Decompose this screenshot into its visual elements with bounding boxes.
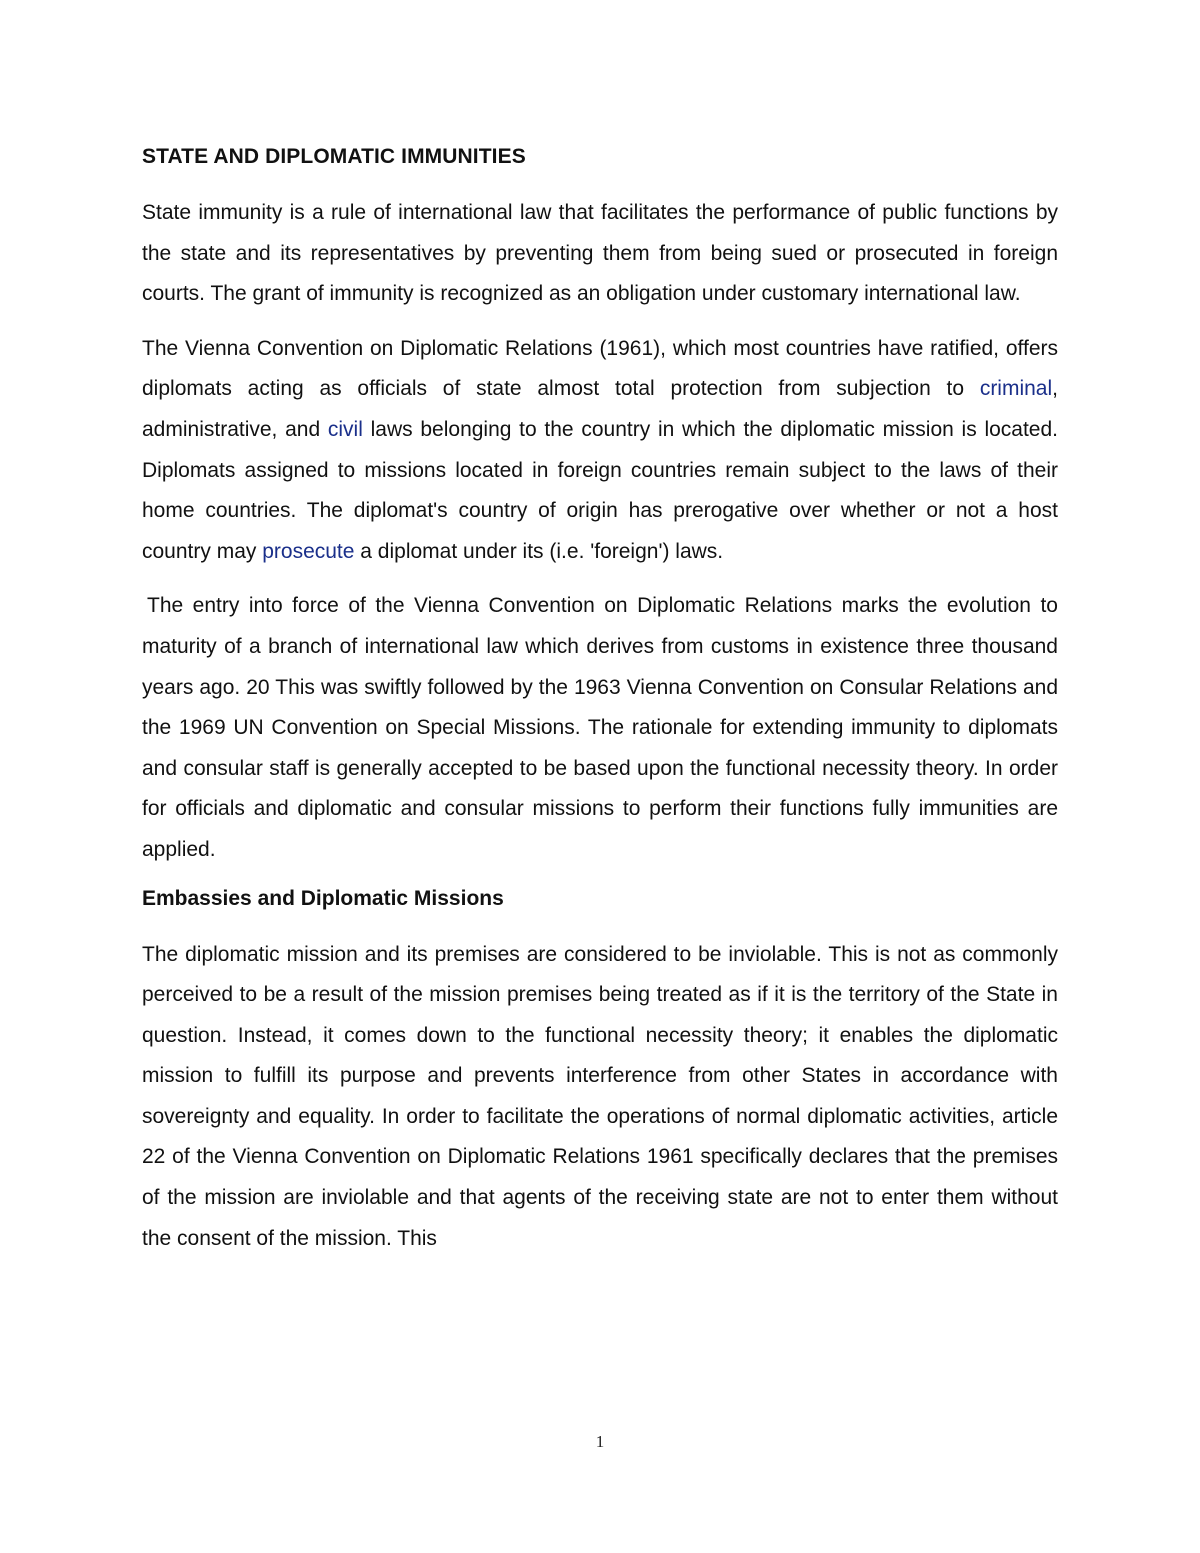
document-body <box>142 143 1058 1273</box>
paragraph-text: The Vienna Convention on Diplomatic Relations (1961), which most countries have ratified, offers diplomats acting as officials of state almost total protection from subjection to <box>142 336 1058 401</box>
section-heading-embassies: Embassies and Diplomatic Missions <box>142 886 504 910</box>
paragraph-state-immunity: State immunity is a rule of international law that facilitates the performance of public functions by the state and its representatives by preventing them from being sued or prosecuted in foreign courts. The grant of immunity is recognized as an obligation under customary international law. <box>142 201 1058 306</box>
paragraph-text: , administrative, and <box>142 377 1058 441</box>
link-prosecute[interactable]: prosecute <box>262 539 355 563</box>
paragraph-text: laws belonging to the country in which the diplomatic mission is located. Diplomats assigned to missions located in foreign countries remain subject to the laws of their home countries. The diplomat's country of origin has prerogative over whether or not a host country may <box>142 417 1058 563</box>
document-title: STATE AND DIPLOMATIC IMMUNITIES <box>142 145 526 168</box>
paragraph-text: a diplomat under its (i.e. 'foreign') laws. <box>354 539 724 563</box>
link-civil[interactable]: civil <box>327 417 363 441</box>
link-criminal[interactable]: criminal <box>979 377 1053 401</box>
paragraph-diplomatic-mission: The diplomatic mission and its premises are considered to be inviolable. This is not as commonly perceived to be a result of the mission premises being treated as if it is the territory of the State in question. Instead, it comes down to the functional necessity theory; it enables the diplomatic mission to fulfill its purpose and prevents interference from other States in accordance with sovereignty and equality. In order to facilitate the operations of normal diplomatic activities, article 22 of the Vienna Convention on Diplomatic Relations 1961 specifically declares that the premises of the mission are inviolable and that agents of the receiving state are not to enter them without the consent of the mission. This <box>142 942 1058 1250</box>
paragraph-entry-into-force: The entry into force of the Vienna Convention on Diplomatic Relations marks the evolution to maturity of a branch of international law which derives from customs in existence three thousand years ago. 20 This was swiftly followed by the 1963 Vienna Convention on Consular Relations and the 1969 UN Convention on Special Missions. The rationale for extending immunity to diplomats and consular staff is generally accepted to be based upon the functional necessity theory. In order for officials and diplomatic and consular missions to perform their functions fully immunities are applied. <box>142 594 1058 861</box>
paragraph-vienna-convention <box>142 329 1058 573</box>
page-number: 1 <box>595 1432 605 1451</box>
